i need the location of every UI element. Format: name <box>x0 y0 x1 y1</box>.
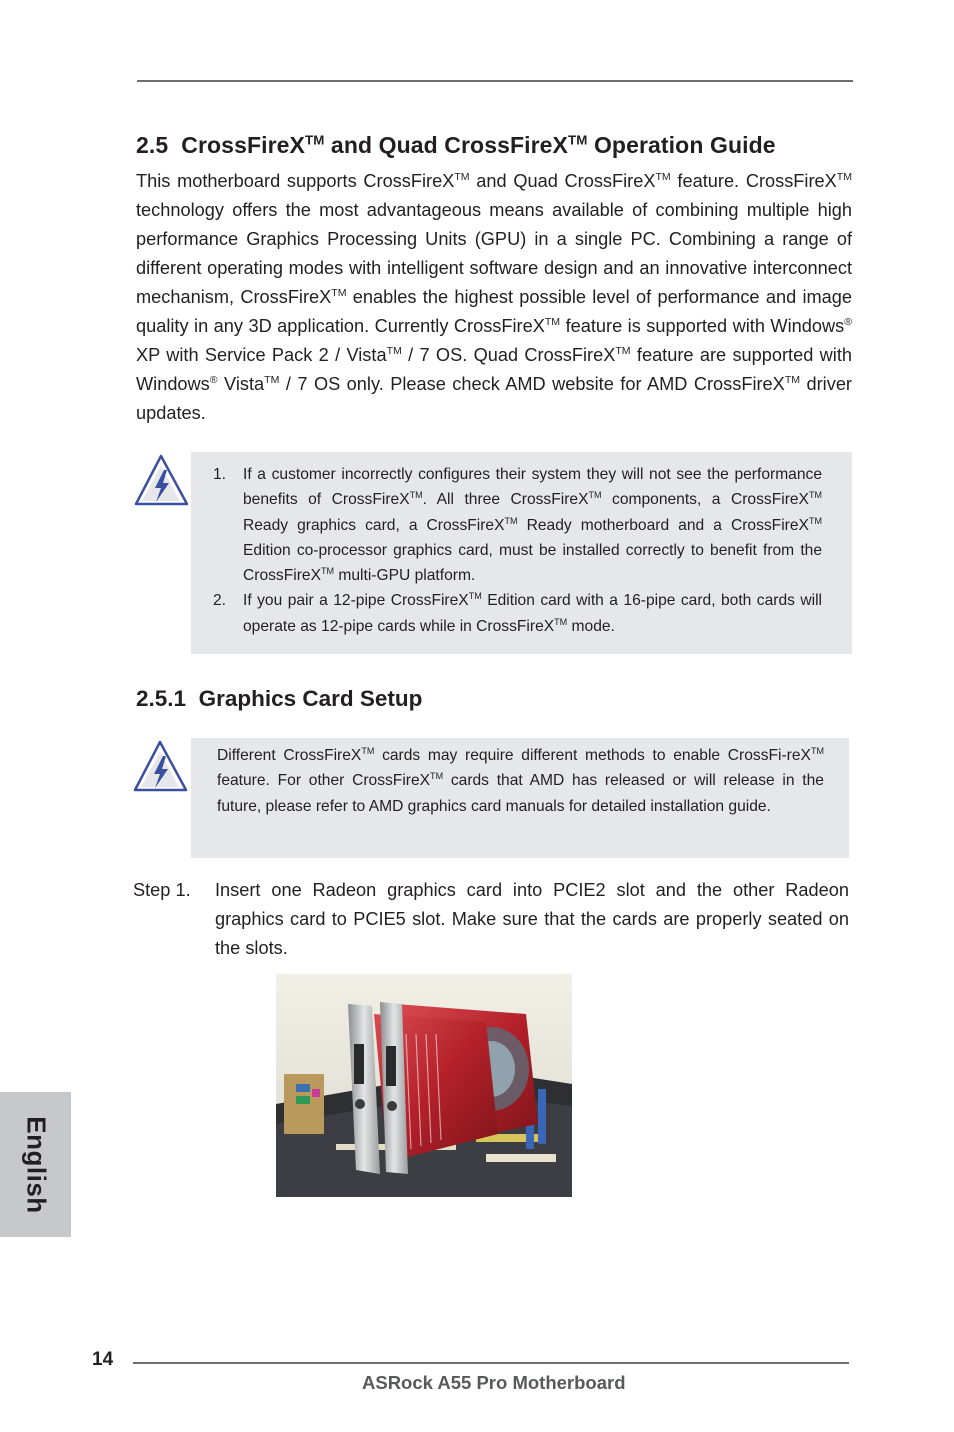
text-run: If you pair a 12-pipe CrossFireX <box>243 592 469 610</box>
superscript-mark: ® <box>209 373 218 386</box>
header-rule <box>137 80 853 82</box>
text-run: feature is supported with Windows <box>560 316 845 336</box>
text-run: Operation Guide <box>587 132 776 158</box>
text-run: cards may require different methods to enable CrossFi-reX <box>374 747 811 764</box>
subsection-heading <box>136 686 422 712</box>
text-run: multi-GPU platform. <box>334 567 476 585</box>
superscript-mark: TM <box>784 373 801 386</box>
crossfire-notes-list <box>213 462 822 639</box>
text-run: / 7 OS only. Please check AMD website for AMD CrossFireX <box>279 374 785 394</box>
superscript-mark: TM <box>386 344 402 357</box>
text-run: driver updates. <box>136 374 852 423</box>
text-run: mode. <box>567 617 615 635</box>
text-run: feature. For other CrossFireX <box>217 772 431 790</box>
text-run: components, a CrossFireX <box>601 491 809 509</box>
note-text <box>243 592 822 634</box>
text-run: Vista <box>217 374 265 394</box>
superscript-mark: TM <box>808 515 822 526</box>
superscript-mark: TM <box>430 771 444 782</box>
text-run: / 7 OS. Quad CrossFireX <box>401 345 616 365</box>
text-run: enables the highest possible level of performance and image quality in any 3D application. Currently CrossFireX <box>136 287 852 336</box>
section-title <box>181 132 775 158</box>
superscript-mark: TM <box>810 745 824 756</box>
note-number: 1. <box>213 466 227 483</box>
superscript-mark: TM <box>320 566 335 576</box>
footer-title: ASRock A55 Pro Motherboard <box>362 1372 626 1393</box>
superscript-mark: TM <box>836 170 852 183</box>
superscript-mark: TM <box>588 490 602 501</box>
text-run: cards that AMD has released or will release in the future, please refer to AMD graphics card manuals for detailed installation guide. <box>217 772 824 815</box>
text-run: technology offers the most advantageous means available of combining multiple high performance Graphics Processing Units (GPU) in a single PC. Combining a range of different operating modes with intelligent software design and an innovative interconnect mechanism, CrossFireX <box>136 200 852 307</box>
superscript-mark: TM <box>504 515 518 526</box>
text-run: This motherboard supports CrossFireX <box>136 171 455 191</box>
page-number: 14 <box>92 1349 114 1370</box>
footer-rule <box>133 1362 849 1364</box>
superscript-mark: TM <box>468 591 482 602</box>
superscript-mark: ® <box>844 315 852 328</box>
text-run: XP with Service Pack 2 / Vista <box>136 345 387 365</box>
superscript-mark: TM <box>409 490 423 501</box>
text-run: . All three CrossFireX <box>422 491 589 509</box>
text-run: Ready graphics card, a CrossFireX <box>243 516 505 534</box>
graphics-cards-photo <box>276 974 572 1197</box>
step-text: Insert one Radeon graphics card into PCIE2 slot and the other Radeon graphics card to PCIE5 slot. Make sure that the cards are properly seated on the slots. <box>215 880 849 958</box>
text-run: Edition co-processor graphics card, must be installed correctly to benefit from the CrossFireX <box>243 541 822 585</box>
superscript-mark: TM <box>554 616 568 627</box>
superscript-mark: TM <box>454 170 470 183</box>
text-run: and Quad CrossFireX <box>469 171 656 191</box>
graphics-setup-note <box>217 743 824 819</box>
text-run: Ready motherboard and a CrossFireX <box>517 516 809 534</box>
superscript-mark: TM <box>304 132 325 148</box>
language-tab <box>0 1092 71 1237</box>
text-run: and Quad CrossFireX <box>324 132 568 158</box>
step-label: Step 1. <box>133 880 191 900</box>
superscript-mark: TM <box>568 132 588 148</box>
language-label: English <box>21 1115 51 1214</box>
text-run: CrossFireX <box>181 132 305 158</box>
superscript-mark: TM <box>544 315 561 328</box>
superscript-mark: TM <box>264 373 280 386</box>
note-item <box>213 462 822 588</box>
section-number: 2.5 <box>136 132 169 158</box>
section-heading <box>136 132 776 159</box>
subsection-number: 2.5.1 <box>136 686 187 711</box>
text-run: Edition card with a 16-pipe card, both cards will operate as 12-pipe cards while in CrossFireX <box>243 592 823 635</box>
warning-icon <box>133 738 189 796</box>
subsection-title: Graphics Card Setup <box>198 686 423 711</box>
superscript-mark: TM <box>655 170 671 183</box>
note-item <box>213 588 822 639</box>
text-run: feature. CrossFireX <box>670 171 837 191</box>
superscript-mark: TM <box>615 344 631 357</box>
superscript-mark: TM <box>331 286 347 299</box>
warning-icon <box>134 452 190 510</box>
note-text <box>243 466 822 584</box>
note-number: 2. <box>213 592 227 610</box>
superscript-mark: TM <box>361 745 375 756</box>
superscript-mark: TM <box>808 490 823 501</box>
text-run: Different CrossFireX <box>217 747 362 764</box>
intro-paragraph <box>136 167 852 428</box>
text-run: If a customer incorrectly configures their system they will not see the performance benefits of CrossFireX <box>243 466 822 509</box>
text-run: feature are supported with Windows <box>136 345 853 394</box>
